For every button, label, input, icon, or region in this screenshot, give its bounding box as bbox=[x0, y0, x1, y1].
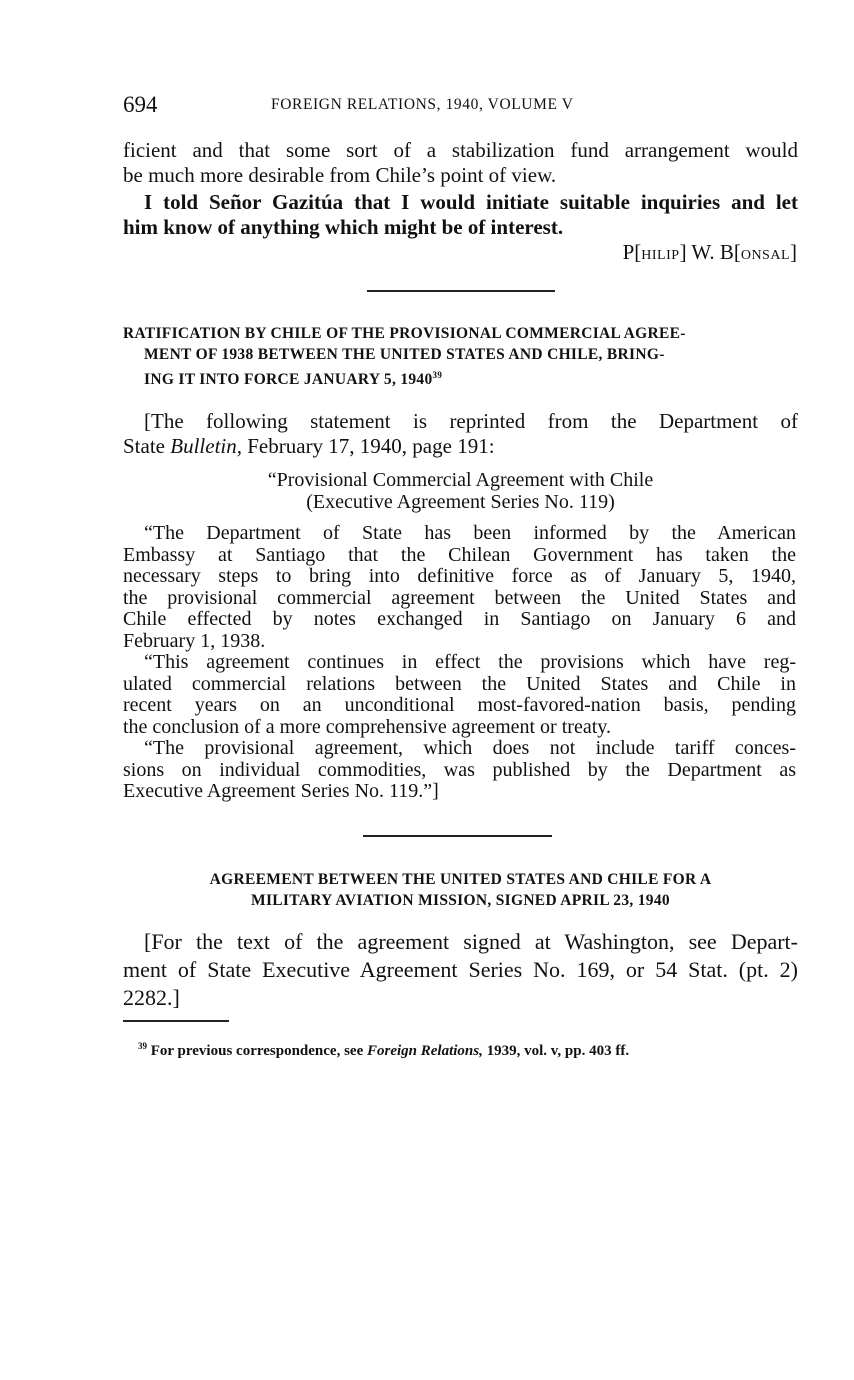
quote-line: February 1, 1938. bbox=[123, 629, 266, 652]
heading-line: MENT OF 1938 BETWEEN THE UNITED STATES AND CHILE, BRING- bbox=[144, 346, 665, 363]
footnote bbox=[138, 1036, 629, 1061]
quote-line: Executive Agreement Series No. 119.”] bbox=[123, 780, 439, 802]
intro-line bbox=[123, 434, 798, 459]
heading-line: RATIFICATION BY CHILE OF THE PROVISIONAL COMMERCIAL AGREE- bbox=[123, 325, 686, 342]
quote-line: Chile effected by notes exchanged in Santiago on January 6 and bbox=[123, 608, 796, 630]
bulletin-title: Bulletin, bbox=[170, 434, 242, 458]
intro-text: State bbox=[123, 434, 171, 458]
footnote-text: For previous correspondence, see bbox=[150, 1043, 367, 1059]
section-heading-ratification bbox=[123, 323, 803, 390]
page-header bbox=[123, 92, 797, 122]
footnote-citation: Foreign Relations, bbox=[366, 1043, 483, 1059]
section2-line: ment of State Executive Agreement Series No. 169, or 54 Stat. (pt. 2) bbox=[123, 957, 798, 982]
quote-line: “The provisional agreement, which does not include tariff conces- bbox=[144, 737, 796, 759]
quote-body bbox=[123, 523, 796, 803]
continuation-line: ficient and that some sort of a stabilization fund arrangement would bbox=[123, 138, 798, 162]
intro-line: [The following statement is reprinted from the Department of bbox=[144, 409, 798, 433]
signature-part: P[ bbox=[622, 240, 642, 264]
section-divider bbox=[367, 290, 555, 292]
quote-line: ulated commercial relations between the United States and Chile in bbox=[123, 672, 796, 695]
quote-line: Embassy at Santiago that the Chilean Government has taken the bbox=[123, 543, 796, 566]
footnote-text: 1939, vol. v, pp. 403 ff. bbox=[482, 1043, 630, 1059]
signature-part: ] W. B[ bbox=[679, 240, 741, 264]
closing-paragraph bbox=[123, 190, 798, 240]
continuation-line: be much more desirable from Chile’s point of view. bbox=[123, 163, 557, 187]
section2-text bbox=[123, 928, 798, 1012]
signature-part: ] bbox=[790, 240, 797, 264]
quote-line: “This agreement continues in effect the provisions which have reg- bbox=[144, 651, 796, 673]
quote-subtitle: (Executive Agreement Series No. 119) bbox=[306, 490, 615, 513]
footnote-rule bbox=[123, 1020, 229, 1022]
page-number: 694 bbox=[123, 92, 158, 117]
signature-smallcaps: HILIP bbox=[641, 248, 680, 263]
signature-smallcaps: ONSAL bbox=[740, 248, 790, 263]
quote-line: recent years on an unconditional most-favored-nation basis, pending bbox=[123, 694, 796, 716]
section2-line: 2282.] bbox=[123, 985, 180, 1010]
footnote-ref[interactable]: 39 bbox=[432, 370, 443, 380]
section2-line: [For the text of the agreement signed at Washington, see Depart- bbox=[144, 929, 798, 954]
heading-line-text: ING IT INTO FORCE JANUARY 5, 1940 bbox=[144, 371, 433, 389]
quote-line: necessary steps to bring into definitive force as of January 5, 1940, bbox=[123, 565, 796, 587]
quote-title: “Provisional Commercial Agreement with Chile bbox=[267, 469, 654, 491]
section1-intro bbox=[123, 409, 798, 459]
closing-line: him know of anything which might be of interest. bbox=[123, 215, 564, 239]
heading-line: AGREEMENT BETWEEN THE UNITED STATES AND CHILE FOR A bbox=[209, 871, 712, 888]
quote-line: the conclusion of a more comprehensive agreement or treaty. bbox=[123, 715, 611, 738]
quote-line: the provisional commercial agreement between the United States and bbox=[123, 586, 796, 609]
intro-text: February 17, 1940, page 191: bbox=[242, 434, 495, 458]
quote-title-block bbox=[123, 470, 798, 513]
heading-line: MILITARY AVIATION MISSION, SIGNED APRIL 23, 1940 bbox=[251, 892, 670, 909]
closing-line: I told Señor Gazitúa that I would initiate suitable inquiries and let bbox=[144, 190, 798, 214]
heading-line-last bbox=[123, 365, 803, 390]
continuation-paragraph bbox=[123, 138, 798, 188]
quote-line: “The Department of State has been informed by the American bbox=[144, 522, 796, 544]
running-title: FOREIGN RELATIONS, 1940, VOLUME V bbox=[271, 96, 574, 113]
footnote-number: 39 bbox=[138, 1041, 147, 1051]
section-heading-aviation-mission bbox=[123, 869, 798, 911]
section-divider bbox=[363, 835, 552, 837]
signature bbox=[623, 240, 797, 265]
quote-line: sions on individual commodities, was published by the Department as bbox=[123, 758, 796, 781]
